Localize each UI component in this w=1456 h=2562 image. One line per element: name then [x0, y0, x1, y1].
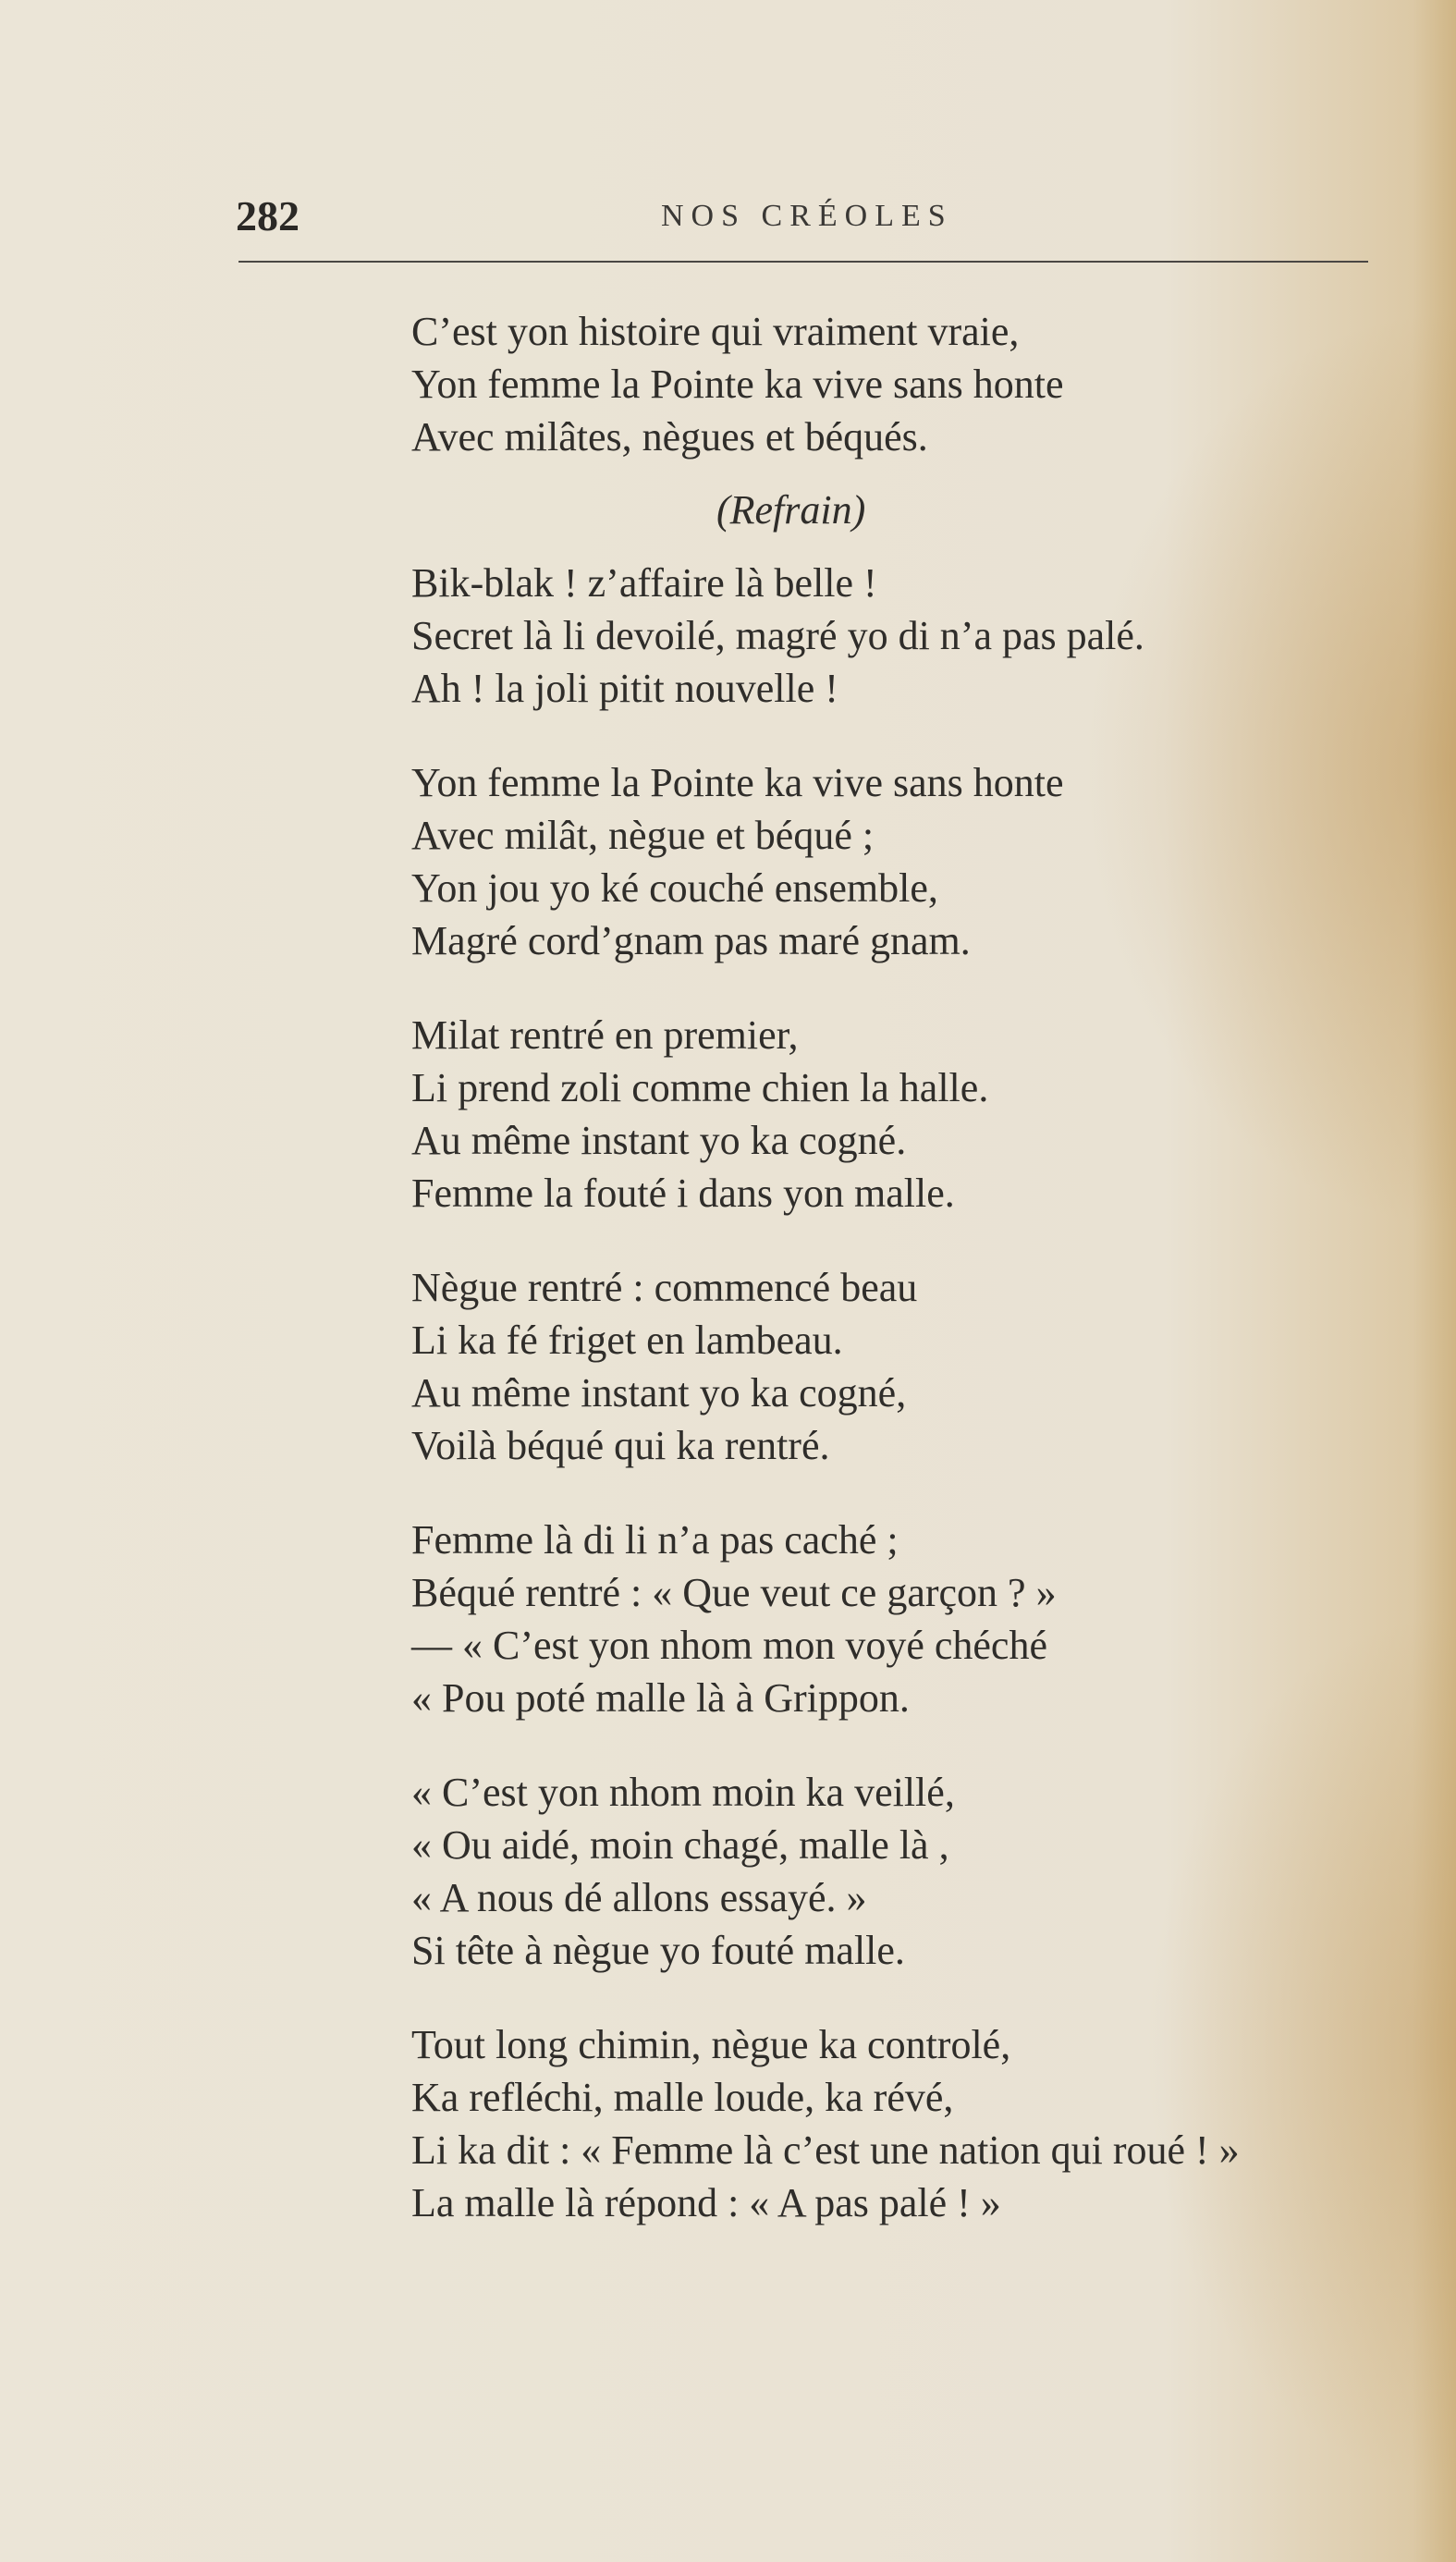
verse-line: Yon femme la Pointe ka vive sans honte	[411, 760, 1064, 805]
verse-line: C’est yon histoire qui vraiment vraie,	[411, 309, 1020, 354]
verse-line: Yon jou yo ké couché ensemble,	[411, 865, 938, 911]
stanza-2	[411, 756, 1391, 967]
verse-line: — « C’est yon nhom mon voyé chéché	[411, 1623, 1047, 1668]
header-rule	[239, 261, 1368, 263]
verse-line: Si tête à nègue yo fouté malle.	[411, 1928, 905, 1973]
stanza-6	[411, 1766, 1391, 1977]
verse-line: Li ka dit : « Femme là c’est une nation qui roué ! »	[411, 2127, 1240, 2173]
verse-line: « Ou aidé, moin chagé, malle là ,	[411, 1822, 949, 1868]
verse-line: Femme la fouté i dans yon malle.	[411, 1171, 955, 1216]
verse-line: Au même instant yo ka cogné,	[411, 1370, 907, 1416]
page-number: 282	[236, 192, 300, 239]
stanza-3	[411, 1009, 1391, 1220]
refrain	[411, 557, 1391, 715]
running-head: NOS CRÉOLES	[661, 199, 953, 233]
verse-line: Magré cord’gnam pas maré gnam.	[411, 918, 971, 963]
verse-line: Femme là di li n’a pas caché ;	[411, 1517, 899, 1563]
verse-line: Nègue rentré : commencé beau	[411, 1265, 918, 1310]
verse-line: Secret là li devoilé, magré yo di n’a pas palé.	[411, 613, 1144, 658]
verse-line: « Pou poté malle là à Grippon.	[411, 1675, 910, 1721]
verse-line: Milat rentré en premier,	[411, 1012, 799, 1058]
verse-line: Yon femme la Pointe ka vive sans honte	[411, 362, 1064, 407]
verse-line: Li ka fé friget en lambeau.	[411, 1318, 843, 1363]
stanza-1	[411, 305, 1391, 463]
verse-line: Voilà béqué qui ka rentré.	[411, 1423, 830, 1468]
page-header	[236, 180, 1373, 254]
verse-line: Bik-blak ! z’affaire là belle !	[411, 560, 877, 606]
poem-body	[411, 305, 1391, 2271]
stanza-7	[411, 2018, 1391, 2229]
verse-line: « C’est yon nhom moin ka veillé,	[411, 1770, 955, 1815]
verse-line: Béqué rentré : « Que veut ce garçon ? »	[411, 1570, 1057, 1615]
verse-line: Ka refléchi, malle loude, ka révé,	[411, 2075, 954, 2120]
refrain-label: (Refrain)	[716, 487, 866, 533]
verse-line: Ah ! la joli pitit nouvelle !	[411, 666, 838, 711]
verse-line: Au même instant yo ka cogné.	[411, 1118, 907, 1163]
verse-line: Li prend zoli comme chien la halle.	[411, 1065, 989, 1110]
stanza-5	[411, 1514, 1391, 1724]
verse-line: La malle là répond : « A pas palé ! »	[411, 2180, 1001, 2225]
verse-line: « A nous dé allons essayé. »	[411, 1875, 867, 1920]
verse-line: Avec milât, nègue et béqué ;	[411, 813, 875, 858]
stanza-4	[411, 1261, 1391, 1472]
verse-line: Tout long chimin, nègue ka controlé,	[411, 2022, 1011, 2067]
verse-line: Avec milâtes, nègues et béqués.	[411, 414, 928, 460]
